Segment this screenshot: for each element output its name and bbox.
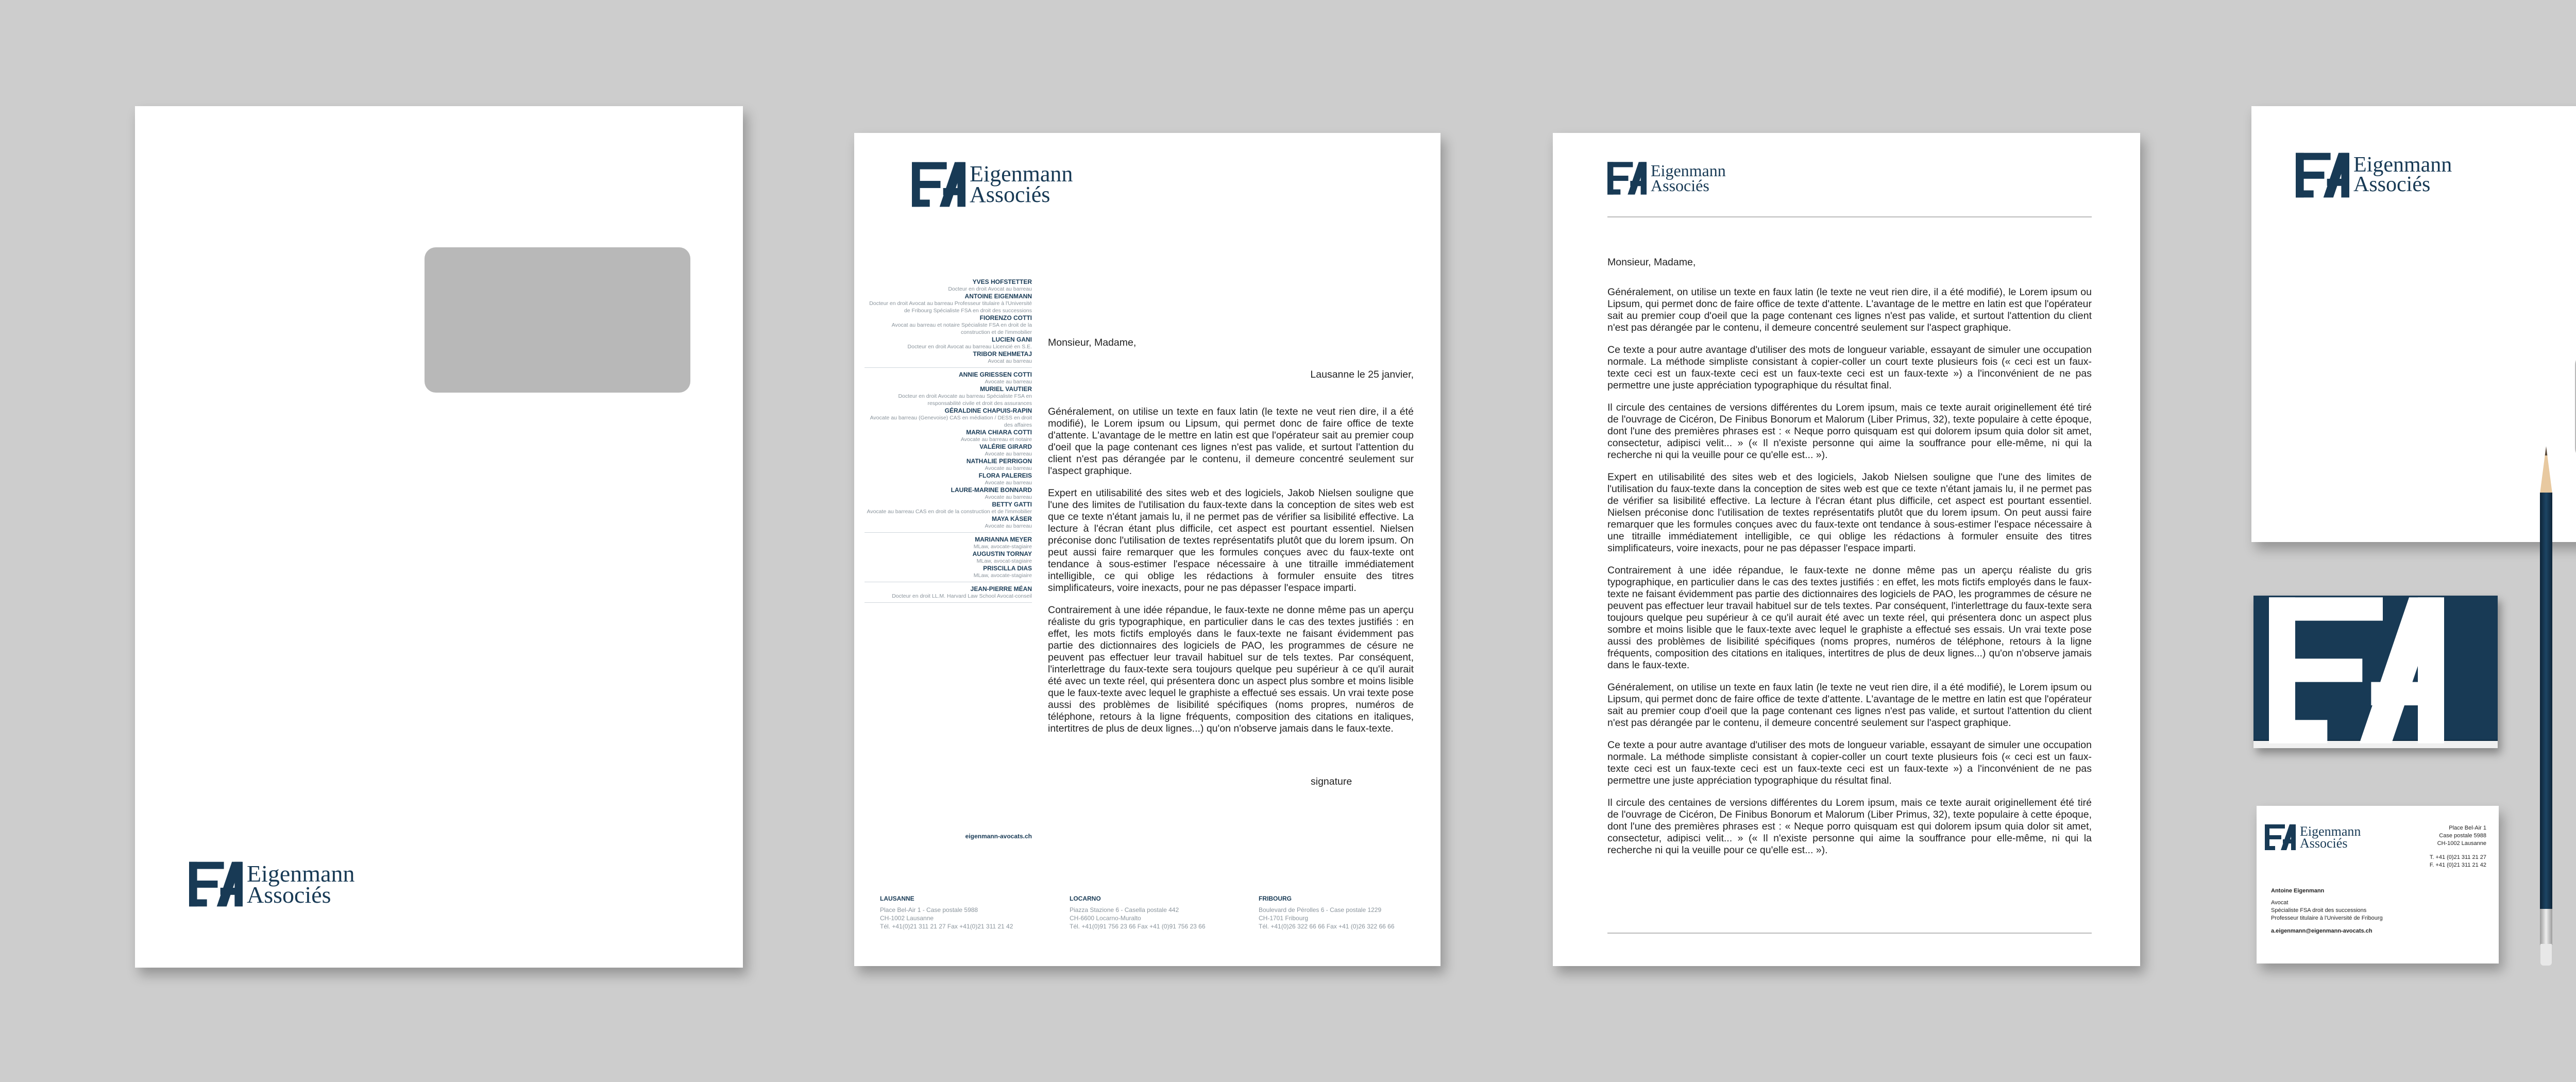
letter-date: Lausanne le 25 janvier,	[1310, 369, 1414, 380]
follow-paragraph: Il circule des centaines de versions différentes du Lorem ipsum, mais ce texte aurait originellement été tiré de l'ouvrage de Cicéron, De Finibus Bonorum et Malorum (Liber Primus, 32), texte populaire à cette époque, dont l'une des premières phrases est : « Neque porro quisquam est qui dolorem ipsum quia dolor sit amet, consectetur, adipisci velit... » (« Il n'existe personne qui aime la souffrance pour elle-même, ni qui la recherche ni qui la veuille pour ce qu'elle est... »).	[1607, 797, 2092, 856]
partner-name: ANTOINE EIGENMANN	[964, 293, 1032, 300]
partner-name: FIORENZO COTTI	[979, 314, 1032, 322]
partner-name: MARIA CHIARA COTTI	[966, 429, 1032, 436]
brand-logo	[2296, 153, 2452, 198]
partner-name: FLORA PALEREIS	[978, 472, 1032, 479]
partner-role: Avocat au barreau	[988, 358, 1032, 364]
brand-name-line2: Associés	[2353, 173, 2431, 196]
brand-name-line1: Eigenmann	[2353, 153, 2452, 177]
brand-name-line1: Eigenmann	[970, 161, 1073, 187]
partner-role: MLaw, avocat-stagiaire	[976, 558, 1032, 564]
partner-role: Avocate au barreau	[985, 451, 1032, 457]
envelope-window	[425, 247, 690, 393]
follow-sheet	[1553, 133, 2140, 966]
follow-paragraph: Généralement, on utilise un texte en faux latin (le texte ne veut rien dire, il a été modifié), le Lorem ipsum ou Lipsum, qui permet donc de faire office de texte d'attente. L'avantage de le mettre en latin est que l'opérateur sait au premier coup d'oeil que la page contenant ces lignes n'est pas valide, et surtout l'attention du client n'est pas dérangée par le contenu, il demeure concentré seulement sur l'aspect graphique.	[1607, 286, 2092, 333]
partner-role: Avocate au barreau (Genevoise) CAS en médiation / DESS en droit des affaires	[870, 415, 1032, 428]
brand-name-line2: Associés	[1651, 176, 1709, 195]
letter-signature: signature	[1311, 776, 1352, 787]
partner-group	[865, 278, 1032, 368]
follow-paragraph: Ce texte a pour autre avantage d'utiliser des mots de longueur variable, essayant de simuler une occupation normale. La méthode simpliste consistant à copier-coller un court texte plusieurs fois (« ceci est un faux-texte ceci est un faux-texte ceci est un faux-texte ceci est un faux-texte ») a l'inconvénient de ne pas permettre une juste appréciation typographique du résultat final.	[1607, 739, 2092, 786]
ea-monogram-icon	[2265, 824, 2296, 850]
brand-name-line2: Associés	[2300, 836, 2348, 851]
partner-group	[865, 371, 1032, 533]
partner-role: Docteur en droit Avocate au barreau Spécialiste FSA en responsabilité civile et droit des assurances	[898, 393, 1032, 407]
pencil	[2535, 446, 2557, 968]
partner-name: MARIANNA MEYER	[975, 536, 1032, 543]
letter-paragraph: Contrairement à une idée répandue, le faux-texte ne donne même pas un aperçu réaliste du gris typographique, en particulier dans le cas des textes justifiés : en effet, les mots fictifs employés dans le faux-texte ne faisant évidemment pas partie des dictionnaires des logiciels de PAO, les programmes de césure ne peuvent pas effectuer leur travail habituel sur de tels textes. Par conséquent, l'interlettrage du faux-texte sera toujours quelque peu supérieur à ce qu'il aurait été avec un texte réel, qui présentera donc un aspect plus sombre et moins lisible que le faux-texte avec lequel le graphiste a effectué ses essais. Un vrai texte pose aussi des problèmes de lisibilité spécifiques (noms propres, numéros de téléphone, retours à la ligne fréquents, composition des citations en italiques, intertitres de plus de deux lignes...) qu'on n'observe jamais dans le faux-texte.	[1048, 604, 1414, 734]
partner-name: VALÉRIE GIRARD	[979, 443, 1032, 450]
partner-name: YVES HOFSTETTER	[972, 278, 1032, 285]
ea-monogram-icon	[189, 861, 243, 907]
letter-paragraph: Généralement, on utilise un texte en faux latin (le texte ne veut rien dire, il a été modifié), le Lorem ipsum ou Lipsum, qui permet donc de faire office de texte d'attente. L'avantage de le mettre en latin est que l'opérateur sait au premier coup d'oeil que la page contenant ces lignes n'est pas valide, et surtout l'attention du client n'est pas dérangée par le contenu, il demeure concentré seulement sur l'aspect graphique.	[1048, 406, 1414, 477]
partner-name: TRIBOR NEHMETAJ	[973, 350, 1032, 358]
partner-role: Avocate au barreau	[985, 480, 1032, 486]
follow-paragraph: Contrairement à une idée répandue, le faux-texte ne donne même pas un aperçu réaliste du gris typographique, en particulier dans le cas des textes justifiés : en effet, les mots fictifs employés dans le faux-texte ne faisant évidemment pas partie des dictionnaires des logiciels de PAO, les programmes de césure ne peuvent pas effectuer leur travail habituel sur de tels textes. Par conséquent, l'interlettrage du faux-texte sera toujours quelque peu supérieur à ce qu'il aurait été avec un texte réel, qui présentera donc un aspect plus sombre et moins lisible que le faux-texte avec lequel le graphiste a effectué ses essais. Un vrai texte pose aussi des problèmes de lisibilité spécifiques (noms propres, numéros de téléphone, retours à la ligne fréquents, composition des citations en italiques, intertitres de plus de deux lignes...) qu'on n'observe jamais dans le faux-texte.	[1607, 565, 2092, 671]
partner-role: Avocate au barreau CAS en droit de la construction et de l'immobilier	[867, 509, 1032, 515]
partner-name: MURIEL VAUTIER	[980, 385, 1032, 393]
office-locarno: LOCARNO Piazza Stazione 6 - Casella postale 442 CH-6600 Locarno-Muralto Tél. +41(0)91 756 23 66 Fax +41 (0)91 756 23 66	[1070, 895, 1206, 930]
partner-name: AUGUSTIN TORNAY	[972, 550, 1032, 557]
partner-name: NATHALIE PERRIGON	[966, 458, 1032, 465]
partner-name: LUCIEN GANI	[992, 336, 1032, 343]
partner-name: GÉRALDINE CHAPUIS-RAPIN	[944, 407, 1032, 414]
letter-body	[1048, 406, 1414, 745]
partner-role: Avocate au barreau et notaire	[960, 436, 1032, 443]
brand-logo	[2265, 824, 2361, 850]
letter-salutation: Monsieur, Madame,	[1048, 337, 1137, 348]
business-card-box	[2253, 596, 2498, 748]
brand-name-line1: Eigenmann	[1651, 161, 1726, 180]
partner-role: Avocate au barreau	[985, 465, 1032, 471]
ea-monogram-icon	[2296, 153, 2349, 198]
office-fribourg: FRIBOURG Boulevard de Pérolles 6 - Case postale 1229 CH-1701 Fribourg Tél. +41(0)26 322 66 66 Fax +41 (0)26 322 66 66	[1259, 895, 1395, 930]
brand-logo	[912, 162, 1073, 207]
partner-list	[865, 278, 1032, 606]
brand-name-line1: Eigenmann	[2300, 823, 2361, 839]
partner-role: Docteur en droit Avocat au barreau Licencié en S.E.	[907, 344, 1032, 350]
large-envelope	[135, 106, 743, 968]
ea-monogram-icon	[2269, 596, 2444, 745]
letter-paragraph: Expert en utilisabilité des sites web et des logiciels, Jakob Nielsen souligne que l'une des limites de l'utilisation du faux-texte dans la conception de sites web est que ce texte n'étant jamais lu, il ne permet pas de vérifier sa lisibilité effective. La lecture à l'écran étant plus difficile, cet aspect est pourtant essentiel. Nielsen préconise donc l'utilisation de textes représentatifs plutôt que du lorem ipsum. On peut aussi faire remarquer que les formules conçues avec du faux-texte ont tendance à sous-estimer l'espace nécessaire à une titraille immédiatement intelligible, ce qui oblige les rédactions à formuler ensuite des titres simplificateurs, voire inexacts, pour ne pas dépasser l'espace imparti.	[1048, 487, 1414, 594]
dl-envelope	[2251, 106, 2576, 542]
card-person: Antoine Eigenmann Avocat Spécialiste FSA droit des successions Professeur titulaire à l'Université de Fribourg a.eigenmann@eigenmann-avocats.ch	[2271, 888, 2383, 934]
header-rule	[1607, 216, 2092, 217]
brand-name-line2: Associés	[970, 182, 1050, 207]
partner-group	[865, 585, 1032, 603]
partner-name: PRISCILLA DIAS	[983, 565, 1032, 572]
follow-body	[1607, 286, 2092, 867]
partner-role: Avocat au barreau et notaire Spécialiste FSA en droit de la construction et de l'immobilier	[891, 322, 1032, 335]
partner-name: BETTY GATTI	[992, 501, 1032, 508]
office-lausanne: LAUSANNE Place Bel-Air 1 - Case postale 5988 CH-1002 Lausanne Tél. +41(0)21 311 21 27 Fax +41(0)21 311 21 42	[880, 895, 1013, 930]
follow-salutation: Monsieur, Madame,	[1607, 257, 1696, 268]
brand-logo	[1607, 162, 1726, 195]
letterhead	[854, 133, 1440, 966]
follow-paragraph: Expert en utilisabilité des sites web et des logiciels, Jakob Nielsen souligne que l'une des limites de l'utilisation du faux-texte dans la conception de sites web est que ce texte n'étant jamais lu, il ne permet pas de vérifier sa lisibilité effective. La lecture à l'écran étant plus difficile, cet aspect est pourtant essentiel. Nielsen préconise donc l'utilisation de textes représentatifs plutôt que du lorem ipsum. On peut aussi faire remarquer que les formules conçues avec du faux-texte ont tendance à sous-estimer l'espace nécessaire à une titraille immédiatement intelligible, ce qui oblige les rédactions à formuler ensuite des titres simplificateurs, voire inexacts, pour ne pas dépasser l'espace imparti.	[1607, 471, 2092, 554]
partner-role: Docteur en droit LL.M. Harvard Law School Avocat-conseil	[892, 593, 1032, 599]
partner-role: Docteur en droit Avocat au barreau	[948, 286, 1032, 292]
business-card	[2257, 806, 2499, 963]
partner-role: Avocate au barreau	[985, 494, 1032, 500]
partner-role: Avocate au barreau	[985, 523, 1032, 529]
partner-name: LAURE-MARINE BONNARD	[951, 486, 1032, 494]
partner-role: Docteur en droit Avocat au barreau Professeur titulaire à l'Université de Fribourg Spécialiste FSA en droit des successions	[869, 300, 1032, 314]
ea-monogram-icon	[1607, 162, 1647, 195]
partner-role: Avocate au barreau	[985, 379, 1032, 385]
partner-name: JEAN-PIERRE MÉAN	[970, 585, 1032, 593]
brand-name-line2: Associés	[247, 882, 331, 908]
brand-name-line1: Eigenmann	[247, 860, 355, 887]
partner-role: MLaw, avocate-stagiaire	[973, 544, 1032, 550]
follow-paragraph: Il circule des centaines de versions différentes du Lorem ipsum, mais ce texte aurait originellement été tiré de l'ouvrage de Cicéron, De Finibus Bonorum et Malorum (Liber Primus, 32), texte populaire à cette époque, dont l'une des premières phrases est : « Neque porro quisquam est qui dolorem ipsum quia dolor sit amet, consectetur, adipisci velit... » (« Il n'existe personne qui aime la souffrance pour elle-même, ni qui la recherche ni qui la veuille pour ce qu'elle est... »).	[1607, 402, 2092, 461]
partner-group	[865, 536, 1032, 582]
partner-role: MLaw, avocate-stagiaire	[973, 572, 1032, 579]
follow-paragraph: Généralement, on utilise un texte en faux latin (le texte ne veut rien dire, il a été modifié), le Lorem ipsum ou Lipsum, qui permet donc de faire office de texte d'attente. L'avantage de le mettre en latin est que l'opérateur sait au premier coup d'oeil que la page contenant ces lignes n'est pas valide, et surtout l'attention du client n'est pas dérangée par le contenu, il demeure concentré seulement sur l'aspect graphique.	[1607, 682, 2092, 729]
brand-logo	[189, 861, 355, 907]
ea-monogram-icon	[912, 162, 965, 207]
partner-name: ANNIE GRIESSEN COTTI	[958, 371, 1032, 378]
footer-rule	[1607, 933, 2092, 934]
card-email: a.eigenmann@eigenmann-avocats.ch	[2271, 928, 2372, 934]
website: eigenmann-avocats.ch	[965, 833, 1032, 840]
card-address: Place Bel-Air 1 Case postale 5988 CH-1002 Lausanne T. +41 (0)21 311 21 27 F. +41 (0)21 311 21 42	[2429, 825, 2486, 868]
card-name: Antoine Eigenmann	[2271, 888, 2325, 894]
follow-paragraph: Ce texte a pour autre avantage d'utiliser des mots de longueur variable, essayant de simuler une occupation normale. La méthode simpliste consistant à copier-coller un court texte plusieurs fois (« ceci est un faux-texte ceci est un faux-texte ceci est un faux-texte ceci est un faux-texte ») a l'inconvénient de ne pas permettre une juste appréciation typographique du résultat final.	[1607, 344, 2092, 391]
partner-name: MAYA KÄSER	[991, 515, 1032, 522]
